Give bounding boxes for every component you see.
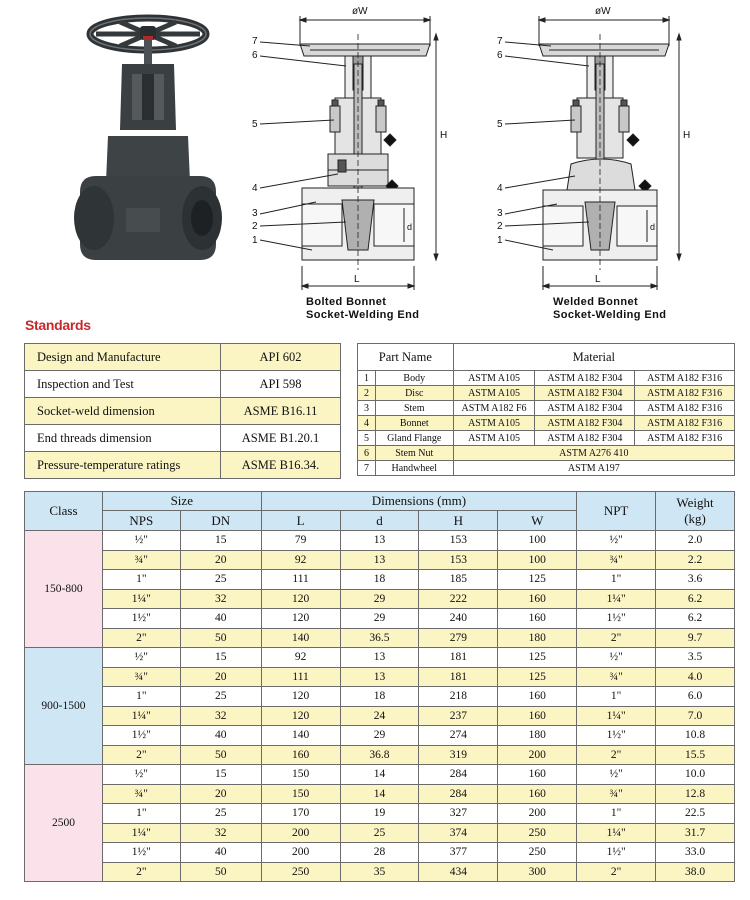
dn-cell: 32: [180, 706, 261, 726]
d-cell: 14: [340, 765, 419, 785]
gate-valve-photo: [60, 12, 230, 262]
dimension-row: [25, 570, 735, 590]
material-m1: ASTM A105: [453, 416, 535, 431]
l-cell: 140: [261, 726, 340, 746]
nps-cell: 1¼": [102, 589, 180, 609]
weight-cell: 31.7: [656, 823, 735, 843]
dimension-row: [25, 550, 735, 570]
part-number: 1: [358, 371, 376, 386]
dn-cell: 50: [180, 628, 261, 648]
dn-cell: 15: [180, 648, 261, 668]
weight-header: [656, 492, 735, 531]
weight-cell: 38.0: [656, 862, 735, 882]
d-cell: 13: [340, 667, 419, 687]
dimension-row: [25, 589, 735, 609]
material-m2: ASTM A182 F304: [535, 416, 635, 431]
weight-cell: 10.8: [656, 726, 735, 746]
weight-header-line-2: (kg): [684, 511, 706, 526]
npt-cell: 1": [577, 804, 656, 824]
h-cell: 327: [419, 804, 498, 824]
dimension-row: [25, 804, 735, 824]
part-name: Handwheel: [375, 461, 453, 476]
callout-5: 5: [497, 119, 503, 130]
d-cell: 36.8: [340, 745, 419, 765]
nps-cell: ½": [102, 765, 180, 785]
nps-cell: ½": [102, 531, 180, 551]
material-row: [358, 386, 735, 401]
dn-cell: 20: [180, 784, 261, 804]
nps-cell: 1¼": [102, 706, 180, 726]
part-number: 5: [358, 431, 376, 446]
material-m1: ASTM A105: [453, 386, 535, 401]
dimension-row: [25, 609, 735, 629]
l-cell: 79: [261, 531, 340, 551]
h-cell: 284: [419, 784, 498, 804]
weight-header-line-1: Weight: [676, 495, 714, 510]
weight-cell: 6.2: [656, 609, 735, 629]
w-cell: 160: [498, 706, 577, 726]
w-cell: 180: [498, 628, 577, 648]
part-name: Stem Nut: [375, 446, 453, 461]
dimension-row: [25, 726, 735, 746]
w-header: W: [498, 511, 577, 531]
h-cell: 218: [419, 687, 498, 707]
d-cell: 13: [340, 550, 419, 570]
material-m3: ASTM A182 F316: [635, 371, 735, 386]
part-number: 6: [358, 446, 376, 461]
weight-cell: 15.5: [656, 745, 735, 765]
w-cell: 200: [498, 804, 577, 824]
h-label: H: [440, 130, 448, 141]
d-cell: 36.5: [340, 628, 419, 648]
nps-cell: 2": [102, 745, 180, 765]
npt-cell: ½": [577, 531, 656, 551]
standard-label: Design and Manufacture: [25, 344, 221, 371]
callout-6: 6: [497, 50, 503, 61]
npt-cell: ¾": [577, 550, 656, 570]
h-cell: 284: [419, 765, 498, 785]
dimension-row: [25, 648, 735, 668]
standards-table: [24, 343, 341, 479]
d-cell: 18: [340, 687, 419, 707]
npt-cell: 1¼": [577, 589, 656, 609]
dn-cell: 50: [180, 862, 261, 882]
d-cell: 13: [340, 648, 419, 668]
dn-cell: 20: [180, 550, 261, 570]
material-all: ASTM A197: [453, 461, 734, 476]
dimension-row: [25, 843, 735, 863]
h-cell: 374: [419, 823, 498, 843]
l-label: L: [595, 274, 601, 285]
material-row: [358, 416, 735, 431]
dimension-row: [25, 706, 735, 726]
dimension-row: [25, 531, 735, 551]
weight-cell: 10.0: [656, 765, 735, 785]
material-m3: ASTM A182 F316: [635, 386, 735, 401]
h-cell: 237: [419, 706, 498, 726]
dimension-row: [25, 862, 735, 882]
dn-cell: 15: [180, 765, 261, 785]
l-cell: 120: [261, 706, 340, 726]
standard-value: API 602: [221, 344, 341, 371]
nps-cell: 1½": [102, 609, 180, 629]
dimensions-table: [24, 491, 735, 882]
w-cell: 125: [498, 570, 577, 590]
dn-cell: 50: [180, 745, 261, 765]
material-row: [358, 461, 735, 476]
standard-label: Socket-weld dimension: [25, 398, 221, 425]
weight-cell: 3.5: [656, 648, 735, 668]
nps-cell: 1": [102, 570, 180, 590]
material-m2: ASTM A182 F304: [535, 431, 635, 446]
standard-value: ASME B16.34.: [221, 452, 341, 479]
dn-cell: 25: [180, 570, 261, 590]
nps-cell: ½": [102, 648, 180, 668]
callout-1: 1: [497, 235, 503, 246]
h-cell: 279: [419, 628, 498, 648]
dn-cell: 40: [180, 843, 261, 863]
material-m2: ASTM A182 F304: [535, 386, 635, 401]
standards-row: [25, 398, 341, 425]
weight-cell: 2.0: [656, 531, 735, 551]
callout-7: 7: [497, 36, 503, 47]
bolted-bonnet-caption: [306, 296, 419, 322]
w-cell: 160: [498, 609, 577, 629]
npt-cell: 2": [577, 862, 656, 882]
standards-row: [25, 425, 341, 452]
callout-2: 2: [252, 221, 258, 232]
l-cell: 120: [261, 609, 340, 629]
phi-w-label: øW: [352, 6, 368, 17]
h-cell: 274: [419, 726, 498, 746]
l-cell: 170: [261, 804, 340, 824]
l-cell: 200: [261, 843, 340, 863]
l-cell: 120: [261, 589, 340, 609]
dimension-row: [25, 823, 735, 843]
standard-value: ASME B1.20.1: [221, 425, 341, 452]
d-cell: 29: [340, 609, 419, 629]
part-name: Disc: [375, 386, 453, 401]
material-m3: ASTM A182 F316: [635, 431, 735, 446]
h-cell: 181: [419, 648, 498, 668]
w-cell: 100: [498, 531, 577, 551]
bolted-bonnet-drawing: [250, 4, 450, 304]
standards-row: [25, 371, 341, 398]
size-header: Size: [102, 492, 261, 511]
part-number: 3: [358, 401, 376, 416]
standard-value: API 598: [221, 371, 341, 398]
part-number: 7: [358, 461, 376, 476]
material-row: [358, 371, 735, 386]
npt-header: NPT: [577, 492, 656, 531]
caption-line-1: Bolted Bonnet: [306, 296, 387, 308]
standard-label: Inspection and Test: [25, 371, 221, 398]
standards-row: [25, 344, 341, 371]
dimension-row: [25, 628, 735, 648]
dn-cell: 15: [180, 531, 261, 551]
nps-cell: ¾": [102, 550, 180, 570]
weight-cell: 3.6: [656, 570, 735, 590]
material-m3: ASTM A182 F316: [635, 401, 735, 416]
standard-value: ASME B16.11: [221, 398, 341, 425]
w-cell: 200: [498, 745, 577, 765]
callout-4: 4: [497, 183, 503, 194]
l-cell: 250: [261, 862, 340, 882]
material-row: [358, 401, 735, 416]
npt-cell: ¾": [577, 667, 656, 687]
class-cell: 900-1500: [25, 648, 103, 765]
dimension-row: [25, 667, 735, 687]
part-name: Gland Flange: [375, 431, 453, 446]
h-cell: 240: [419, 609, 498, 629]
material-m3: ASTM A182 F316: [635, 416, 735, 431]
nps-cell: 1": [102, 804, 180, 824]
class-header: Class: [25, 492, 103, 531]
w-cell: 160: [498, 687, 577, 707]
caption-line-2: Socket-Welding End: [306, 309, 420, 321]
callout-2: 2: [497, 221, 503, 232]
d-cell: 29: [340, 726, 419, 746]
dimension-row: [25, 784, 735, 804]
l-cell: 140: [261, 628, 340, 648]
callout-4: 4: [252, 183, 258, 194]
caption-line-2: Socket-Welding End: [553, 309, 667, 321]
npt-cell: 1½": [577, 726, 656, 746]
weight-cell: 7.0: [656, 706, 735, 726]
nps-header: NPS: [102, 511, 180, 531]
l-cell: 200: [261, 823, 340, 843]
h-cell: 319: [419, 745, 498, 765]
nps-cell: ¾": [102, 667, 180, 687]
w-cell: 250: [498, 823, 577, 843]
standards-heading: Standards: [25, 317, 91, 333]
material-header-row: [358, 344, 735, 371]
w-cell: 125: [498, 667, 577, 687]
d-label: d: [650, 222, 656, 232]
weight-cell: 2.2: [656, 550, 735, 570]
l-cell: 111: [261, 667, 340, 687]
material-row: [358, 446, 735, 461]
class-cell: 150-800: [25, 531, 103, 648]
standard-label: End threads dimension: [25, 425, 221, 452]
h-cell: 153: [419, 550, 498, 570]
part-number: 2: [358, 386, 376, 401]
weight-cell: 12.8: [656, 784, 735, 804]
w-cell: 160: [498, 784, 577, 804]
nps-cell: 2": [102, 628, 180, 648]
nps-cell: ¾": [102, 784, 180, 804]
nps-cell: 1¼": [102, 823, 180, 843]
h-header: H: [419, 511, 498, 531]
npt-cell: 1¼": [577, 706, 656, 726]
nps-cell: 1": [102, 687, 180, 707]
d-label: d: [407, 222, 413, 232]
part-name: Bonnet: [375, 416, 453, 431]
material-m1: ASTM A105: [453, 371, 535, 386]
h-cell: 434: [419, 862, 498, 882]
part-name-header: Part Name: [358, 344, 454, 371]
d-cell: 18: [340, 570, 419, 590]
material-header: Material: [453, 344, 734, 371]
part-name: Body: [375, 371, 453, 386]
standards-row: [25, 452, 341, 479]
material-m1: ASTM A105: [453, 431, 535, 446]
npt-cell: 1": [577, 687, 656, 707]
part-number: 4: [358, 416, 376, 431]
material-all: ASTM A276 410: [453, 446, 734, 461]
dn-cell: 32: [180, 589, 261, 609]
weight-cell: 6.2: [656, 589, 735, 609]
d-cell: 25: [340, 823, 419, 843]
l-cell: 150: [261, 765, 340, 785]
l-cell: 150: [261, 784, 340, 804]
npt-cell: 1": [577, 570, 656, 590]
d-cell: 29: [340, 589, 419, 609]
npt-cell: 1¼": [577, 823, 656, 843]
d-cell: 24: [340, 706, 419, 726]
h-cell: 222: [419, 589, 498, 609]
dn-header: DN: [180, 511, 261, 531]
nps-cell: 1½": [102, 726, 180, 746]
caption-line-1: Welded Bonnet: [553, 296, 639, 308]
dimension-row: [25, 765, 735, 785]
callout-5: 5: [252, 119, 258, 130]
l-cell: 120: [261, 687, 340, 707]
welded-bonnet-caption: [553, 296, 666, 322]
w-cell: 300: [498, 862, 577, 882]
w-cell: 100: [498, 550, 577, 570]
d-cell: 14: [340, 784, 419, 804]
weight-cell: 4.0: [656, 667, 735, 687]
callout-6: 6: [252, 50, 258, 61]
w-cell: 250: [498, 843, 577, 863]
part-name: Stem: [375, 401, 453, 416]
h-cell: 377: [419, 843, 498, 863]
npt-cell: 2": [577, 745, 656, 765]
h-cell: 153: [419, 531, 498, 551]
dn-cell: 32: [180, 823, 261, 843]
class-cell: 2500: [25, 765, 103, 882]
h-cell: 185: [419, 570, 498, 590]
npt-cell: 2": [577, 628, 656, 648]
callout-1: 1: [252, 235, 258, 246]
nps-cell: 2": [102, 862, 180, 882]
dimension-row: [25, 687, 735, 707]
npt-cell: 1½": [577, 843, 656, 863]
material-m2: ASTM A182 F304: [535, 401, 635, 416]
l-label: L: [354, 274, 360, 285]
callout-3: 3: [497, 208, 503, 219]
d-cell: 13: [340, 531, 419, 551]
l-cell: 92: [261, 550, 340, 570]
l-cell: 92: [261, 648, 340, 668]
weight-cell: 33.0: [656, 843, 735, 863]
dn-cell: 40: [180, 609, 261, 629]
phi-w-label: øW: [595, 6, 611, 17]
w-cell: 160: [498, 765, 577, 785]
dn-cell: 40: [180, 726, 261, 746]
h-label: H: [683, 130, 691, 141]
nps-cell: 1½": [102, 843, 180, 863]
weight-cell: 22.5: [656, 804, 735, 824]
d-cell: 35: [340, 862, 419, 882]
welded-bonnet-drawing: [495, 4, 695, 304]
material-m1: ASTM A182 F6: [453, 401, 535, 416]
l-header: L: [261, 511, 340, 531]
npt-cell: ½": [577, 648, 656, 668]
dimensions-header: Dimensions (mm): [261, 492, 577, 511]
d-cell: 28: [340, 843, 419, 863]
d-header: d: [340, 511, 419, 531]
w-cell: 125: [498, 648, 577, 668]
weight-cell: 6.0: [656, 687, 735, 707]
d-cell: 19: [340, 804, 419, 824]
npt-cell: 1½": [577, 609, 656, 629]
standard-label: Pressure-temperature ratings: [25, 452, 221, 479]
h-cell: 181: [419, 667, 498, 687]
material-row: [358, 431, 735, 446]
material-m2: ASTM A182 F304: [535, 371, 635, 386]
dimension-row: [25, 745, 735, 765]
material-table: [357, 343, 735, 476]
l-cell: 160: [261, 745, 340, 765]
dn-cell: 20: [180, 667, 261, 687]
callout-7: 7: [252, 36, 258, 47]
dn-cell: 25: [180, 804, 261, 824]
dn-cell: 25: [180, 687, 261, 707]
npt-cell: ¾": [577, 784, 656, 804]
callout-3: 3: [252, 208, 258, 219]
w-cell: 180: [498, 726, 577, 746]
weight-cell: 9.7: [656, 628, 735, 648]
npt-cell: ½": [577, 765, 656, 785]
l-cell: 111: [261, 570, 340, 590]
w-cell: 160: [498, 589, 577, 609]
